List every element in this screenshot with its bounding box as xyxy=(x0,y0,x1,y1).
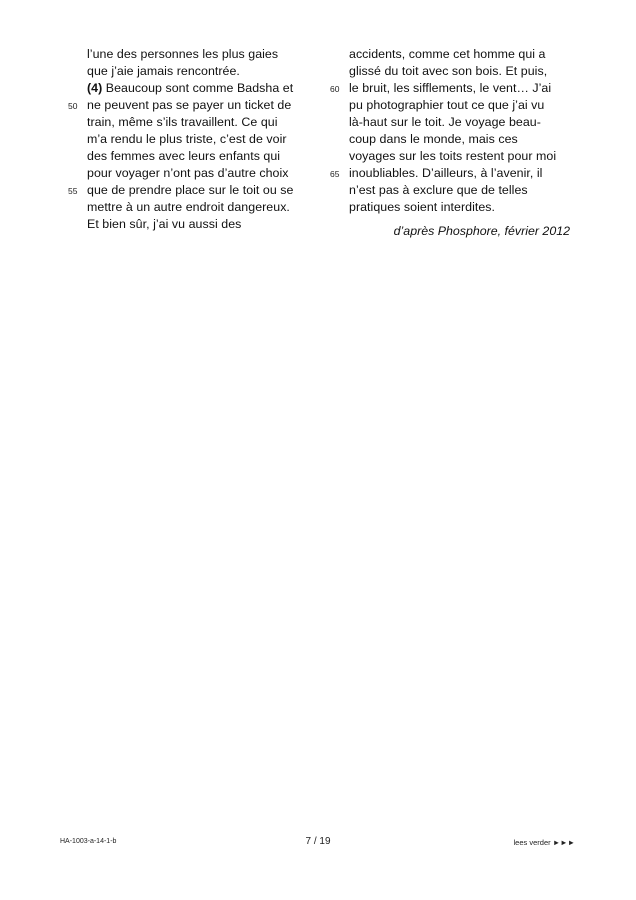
text-line xyxy=(87,46,337,63)
line-number: 60 xyxy=(330,84,340,94)
line-text: ne peuvent pas se payer un ticket de xyxy=(87,98,292,112)
text-line xyxy=(68,97,337,114)
line-text: pratiques soient interdites. xyxy=(349,200,496,214)
line-text: pour voyager n’ont pas d’autre choix xyxy=(87,166,289,180)
text-line xyxy=(87,63,337,80)
page-number: 7 / 19 xyxy=(305,836,331,847)
text-line xyxy=(87,165,337,182)
line-text: coup dans le monde, mais ces xyxy=(349,132,518,146)
line-text: m’a rendu le plus triste, c’est de voir xyxy=(87,132,287,146)
text-line xyxy=(330,165,599,182)
text-line xyxy=(87,114,337,131)
line-number: 65 xyxy=(330,169,340,179)
text-line xyxy=(330,80,599,97)
paragraph-marker: (4) xyxy=(87,81,103,95)
line-text: pu photographier tout ce que j’ai vu xyxy=(349,98,545,112)
text-line xyxy=(87,148,337,165)
line-text: voyages sur les toits restent pour moi xyxy=(349,149,557,163)
text-line xyxy=(349,131,599,148)
text-line xyxy=(349,148,599,165)
line-text: là-haut sur le toit. Je voyage beau- xyxy=(349,115,541,129)
text-line xyxy=(349,63,599,80)
text-line xyxy=(349,199,599,216)
line-text: le bruit, les sifflements, le vent… J’ai xyxy=(349,81,552,95)
line-text: Et bien sûr, j’ai vu aussi des xyxy=(87,217,242,231)
next-arrows-icon: ►►► xyxy=(552,838,575,847)
line-text: n’est pas à exclure que de telles xyxy=(349,183,528,197)
line-text: train, même s’ils travaillent. Ce qui xyxy=(87,115,278,129)
line-text: mettre à un autre endroit dangereux. xyxy=(87,200,290,214)
page-footer xyxy=(0,836,636,850)
line-text: inoubliables. D’ailleurs, à l’avenir, il xyxy=(349,166,543,180)
exam-code: HA-1003-a-14-1-b xyxy=(60,838,117,845)
next-page-label: lees verder xyxy=(513,838,551,847)
line-number: 50 xyxy=(68,101,78,111)
line-text: que de prendre place sur le toit ou se xyxy=(87,183,294,197)
text-line xyxy=(87,216,337,233)
article-source: d’après Phosphore, février 2012 xyxy=(393,224,570,238)
line-text: l’une des personnes les plus gaies xyxy=(87,47,279,61)
text-line xyxy=(349,182,599,199)
text-line xyxy=(87,199,337,216)
text-line xyxy=(87,131,337,148)
text-line xyxy=(349,97,599,114)
text-line xyxy=(87,80,337,97)
line-text: que j’aie jamais rencontrée. xyxy=(87,64,240,78)
left-text-column xyxy=(68,46,337,233)
line-number: 55 xyxy=(68,186,78,196)
right-text-column xyxy=(330,46,599,216)
next-page-hint xyxy=(514,838,575,847)
text-line xyxy=(68,182,337,199)
line-text: Beaucoup sont comme Badsha et xyxy=(102,81,294,95)
text-line xyxy=(349,114,599,131)
line-text: des femmes avec leurs enfants qui xyxy=(87,149,281,163)
text-line xyxy=(349,46,599,63)
line-text: accidents, comme cet homme qui a xyxy=(349,47,546,61)
line-text: glissé du toit avec son bois. Et puis, xyxy=(349,64,548,78)
